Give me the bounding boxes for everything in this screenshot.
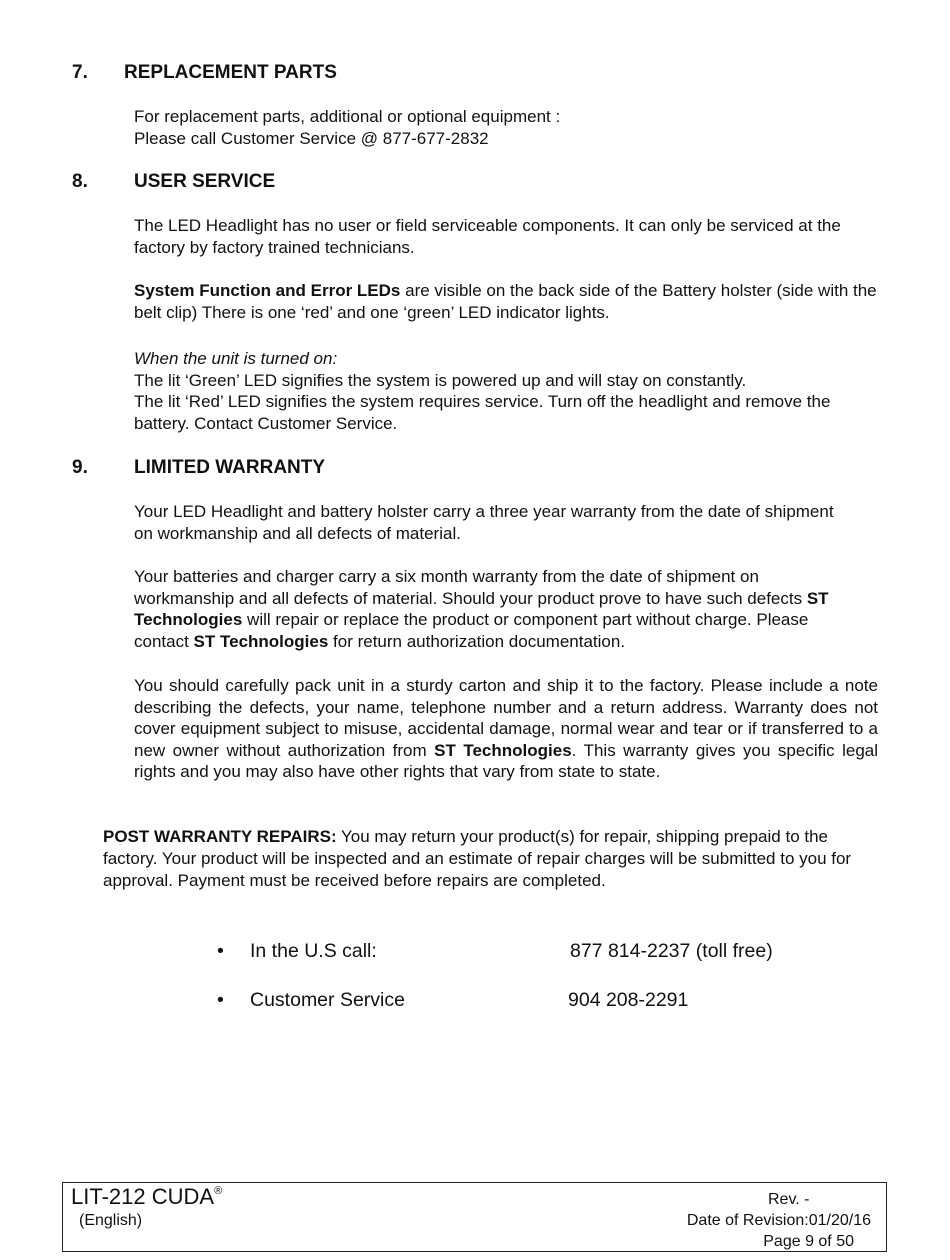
led-term: System Function and Error LEDs xyxy=(134,281,401,300)
section-title: LIMITED WARRANTY xyxy=(134,457,326,478)
bullet-icon: • xyxy=(217,989,224,1011)
user-service-paragraph-1 xyxy=(134,215,878,258)
company-name: ST Technologies xyxy=(434,740,572,760)
registered-mark: ® xyxy=(214,1185,223,1197)
contact-customer-service xyxy=(217,989,857,1013)
bullet-icon: • xyxy=(217,940,224,962)
revision: Rev. - xyxy=(768,1191,810,1208)
date-of-revision: Date of Revision:01/20/16 xyxy=(686,1212,871,1229)
contact-us-call xyxy=(217,940,857,964)
user-service-paragraph-3 xyxy=(134,348,878,434)
post-warranty-repairs xyxy=(103,826,878,892)
paragraph-text: Your batteries and charger carry a six month warranty from the date of shipment on workmanship and all defects of material. Should your product prove to have such defects xyxy=(134,567,807,608)
red-led-line: The lit ‘Red’ LED signifies the system requires service. Turn off the headlight and remove the battery. Contact Customer Service. xyxy=(134,392,831,433)
section-number: 9. xyxy=(72,457,88,478)
replacement-parts-text xyxy=(134,106,878,149)
paragraph-text: You should carefully pack unit in a sturdy carton and ship it to the factory. Please include a note describing the defects, your name, telephone number and a return address. Warranty does not cover equipment subject to misuse, accidental damage, normal wear and tear or if transferred to a new owner without authorization from xyxy=(134,676,878,760)
replacement-parts-line-1: For replacement parts, additional or optional equipment : xyxy=(134,107,561,126)
document-id-text: LIT-212 CUDA xyxy=(71,1184,215,1209)
green-led-line: The lit ‘Green’ LED signifies the system is powered up and will stay on constantly. xyxy=(134,370,747,390)
warranty-paragraph-3 xyxy=(134,675,878,783)
section-7-heading xyxy=(72,62,572,86)
condition-heading: When the unit is turned on: xyxy=(134,349,338,368)
contact-label: In the U.S call: xyxy=(250,940,377,962)
document-id xyxy=(71,1184,222,1210)
paragraph-text: are visible on the back side of the Battery holster (side with the belt clip) There is one ‘red’ and one ‘green’ LED indicator lights. xyxy=(134,281,877,322)
paragraph-text: The LED Headlight has no user or field serviceable components. It can only be serviced at the factory by factory trained technicians. xyxy=(134,216,841,257)
section-title: REPLACEMENT PARTS xyxy=(124,62,337,83)
warranty-paragraph-1 xyxy=(134,501,854,544)
contact-label: Customer Service xyxy=(250,989,405,1011)
section-9-heading xyxy=(72,457,572,481)
page-number: Page 9 of 50 xyxy=(763,1233,854,1250)
contact-phone: 877 814-2237 (toll free) xyxy=(570,940,773,962)
paragraph-text: will repair or replace the product or component part without charge. Please contact xyxy=(134,610,809,651)
user-service-paragraph-2 xyxy=(134,280,878,323)
contact-phone: 904 208-2291 xyxy=(568,989,689,1011)
document-language: (English) xyxy=(79,1212,143,1229)
paragraph-text: . This warranty gives you specific legal rights and you may also have other rights that vary from state to state. xyxy=(134,740,879,781)
section-number: 8. xyxy=(72,171,88,192)
warranty-paragraph-2 xyxy=(134,566,859,652)
section-8-heading xyxy=(72,171,572,195)
section-title: USER SERVICE xyxy=(134,171,276,192)
company-name: ST Technologies xyxy=(193,631,329,651)
post-warranty-label: POST WARRANTY REPAIRS: xyxy=(103,827,337,846)
paragraph-text: for return authorization documentation. xyxy=(328,631,626,651)
post-warranty-text: You may return your product(s) for repair, shipping prepaid to the factory. Your product will be inspected and an estimate of repair charges will be submitted to you for approval. Payment must be received before repairs are completed. xyxy=(103,827,852,890)
paragraph-text: Your LED Headlight and battery holster carry a three year warranty from the date of shipment on workmanship and all defects of material. xyxy=(134,502,834,543)
section-number: 7. xyxy=(72,62,88,83)
page-footer xyxy=(62,1182,887,1252)
replacement-parts-line-2: Please call Customer Service @ 877-677-2832 xyxy=(134,128,489,148)
company-name: ST Technologies xyxy=(134,588,829,629)
